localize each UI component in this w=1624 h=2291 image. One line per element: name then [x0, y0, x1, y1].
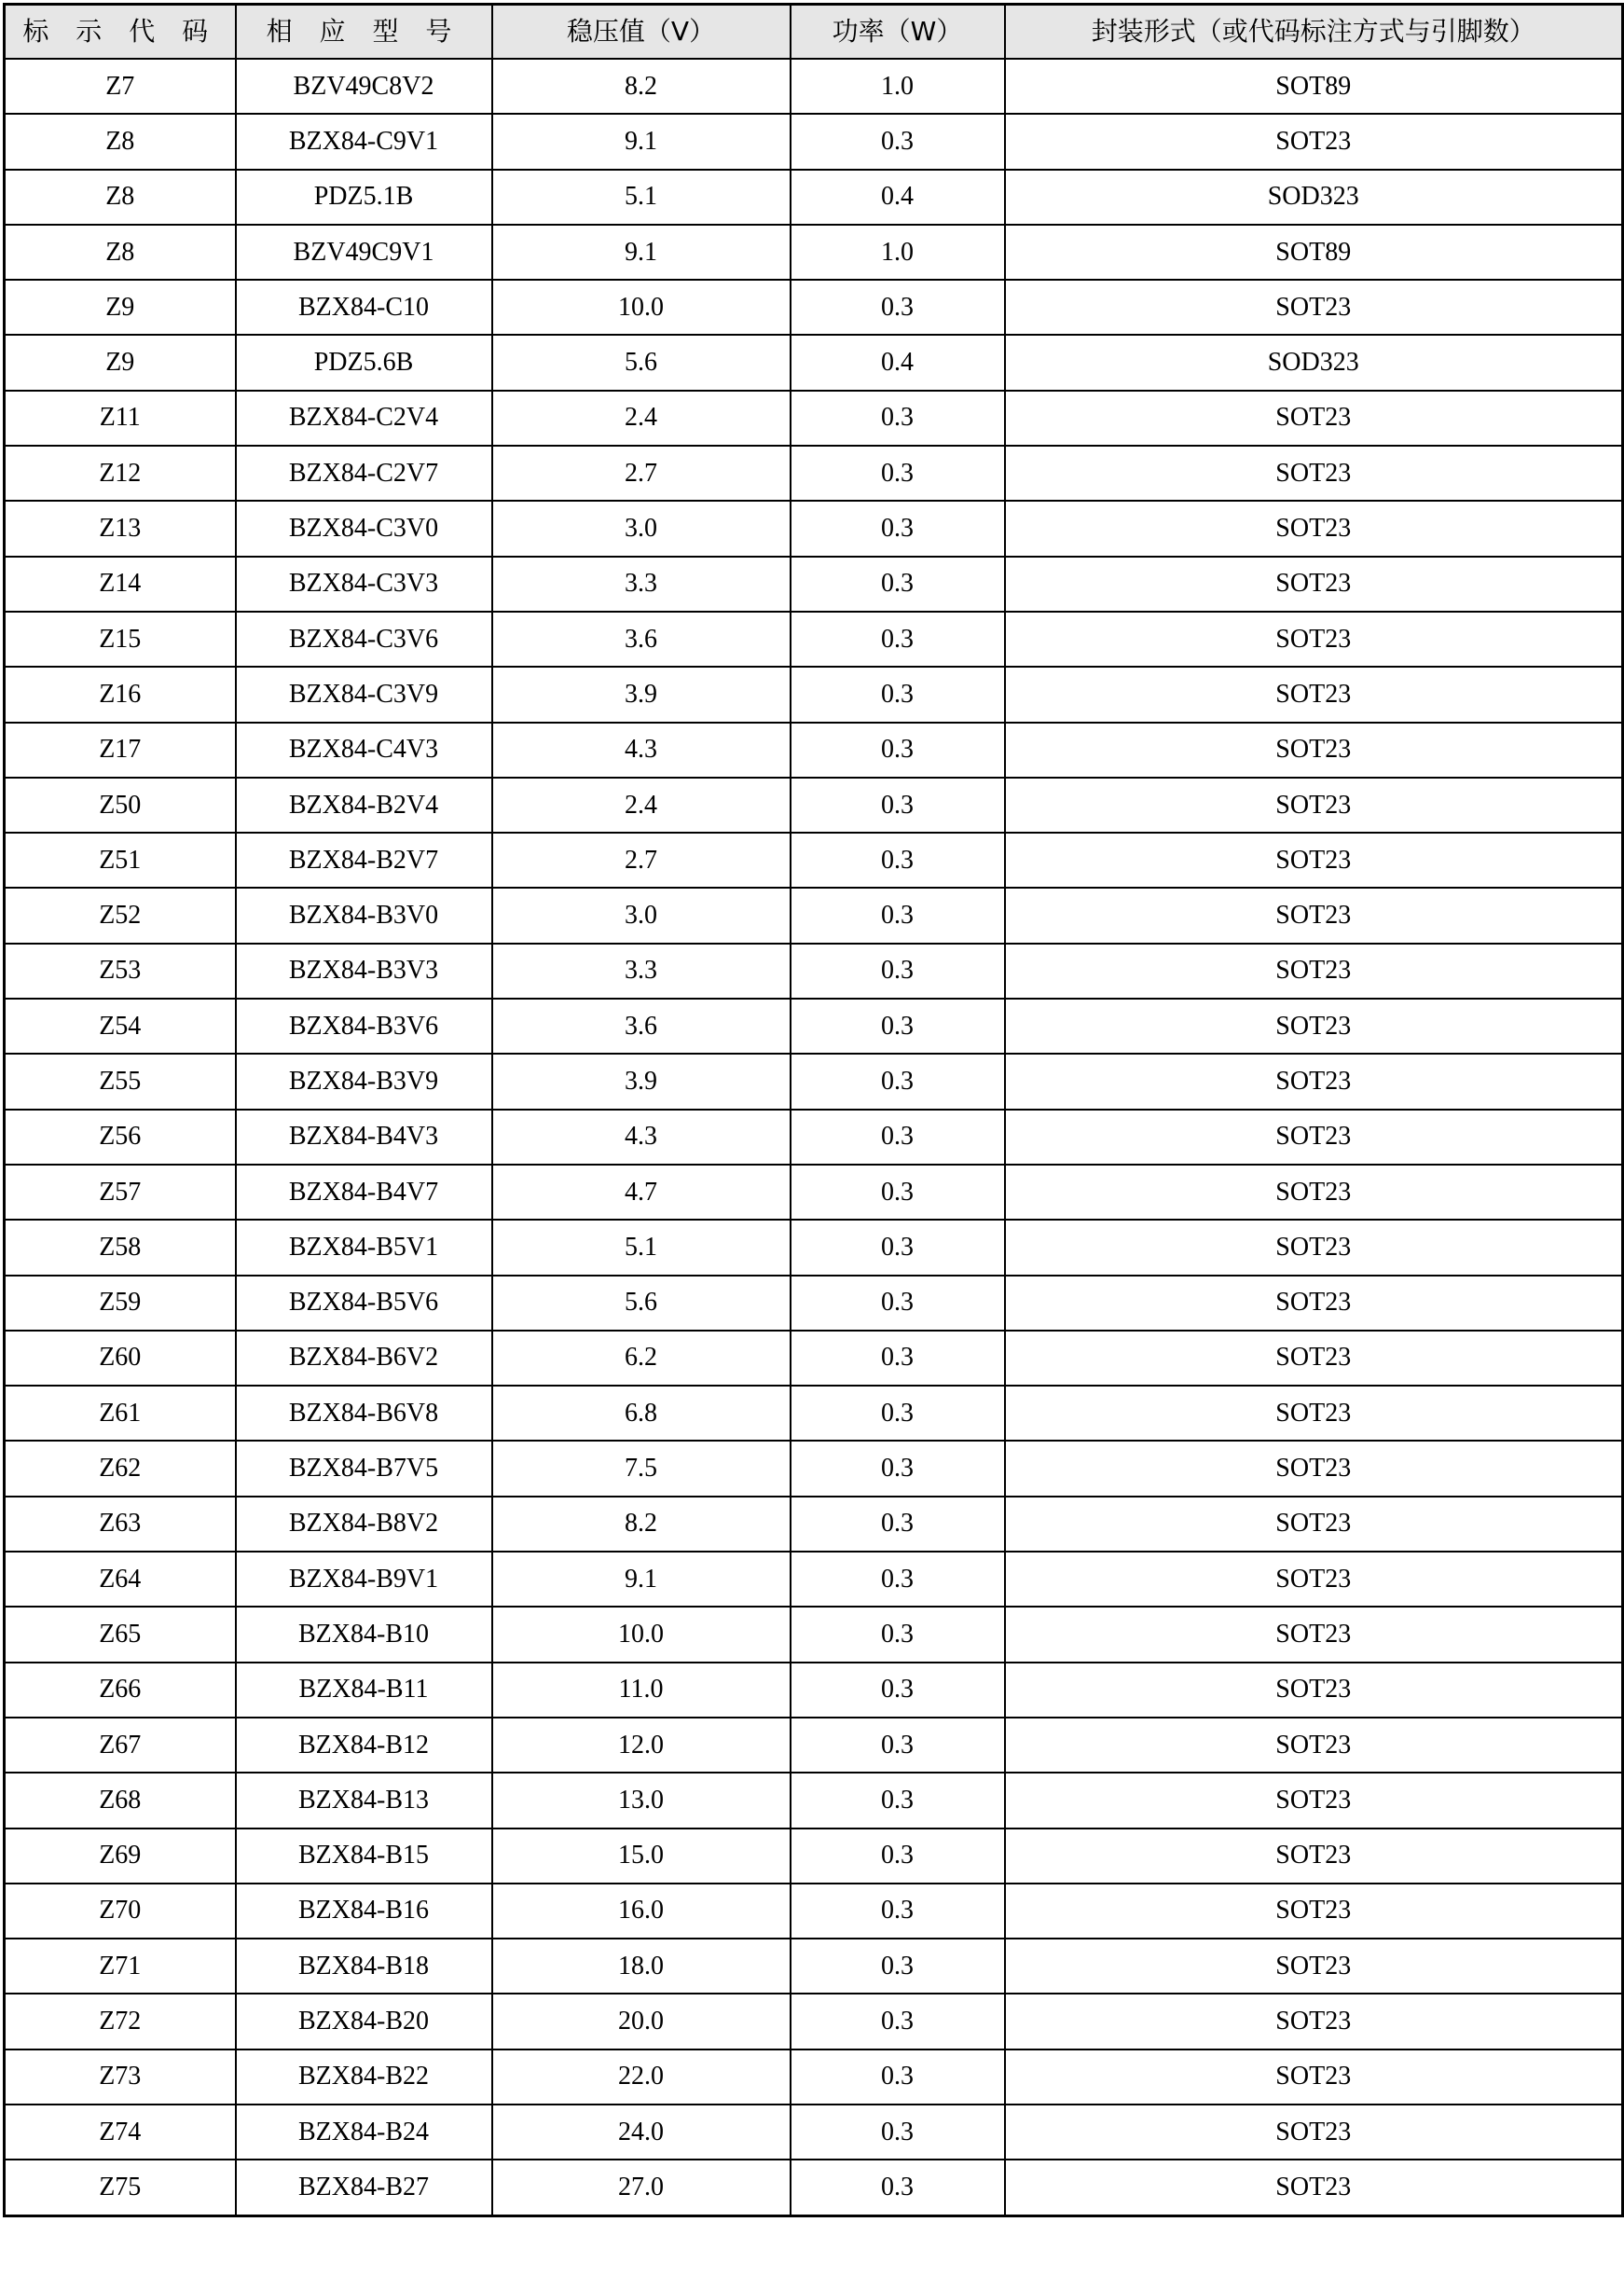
cell-package: SOT23 [1005, 446, 1623, 501]
cell-part-number: BZX84-B18 [236, 1939, 492, 1994]
cell-power: 0.3 [791, 1497, 1005, 1552]
cell-zener-voltage: 16.0 [492, 1884, 791, 1939]
cell-power: 0.3 [791, 1331, 1005, 1386]
header-marking-code: 标 示 代 码 [5, 5, 236, 60]
cell-marking-code: Z58 [5, 1220, 236, 1275]
table-row [5, 944, 1623, 999]
cell-power: 0.3 [791, 2049, 1005, 2105]
table-row [5, 1276, 1623, 1331]
cell-marking-code: Z65 [5, 1607, 236, 1662]
cell-zener-voltage: 20.0 [492, 1994, 791, 2049]
table-row [5, 1441, 1623, 1496]
cell-part-number: BZX84-B9V1 [236, 1552, 492, 1607]
cell-part-number: BZX84-B2V4 [236, 778, 492, 833]
cell-package: SOT23 [1005, 778, 1623, 833]
table-row [5, 1220, 1623, 1275]
cell-package: SOT23 [1005, 2160, 1623, 2215]
cell-part-number: BZX84-B7V5 [236, 1441, 492, 1496]
table-row [5, 1331, 1623, 1386]
cell-power: 0.3 [791, 1829, 1005, 1884]
cell-zener-voltage: 22.0 [492, 2049, 791, 2105]
table-row [5, 59, 1623, 114]
table-row [5, 1718, 1623, 1773]
cell-package: SOT23 [1005, 667, 1623, 722]
cell-zener-voltage: 12.0 [492, 1718, 791, 1773]
cell-part-number: BZX84-B10 [236, 1607, 492, 1662]
cell-zener-voltage: 5.1 [492, 1220, 791, 1275]
table-row [5, 1165, 1623, 1220]
table-row [5, 833, 1623, 888]
cell-zener-voltage: 3.9 [492, 667, 791, 722]
cell-part-number: BZX84-B3V9 [236, 1054, 492, 1109]
cell-zener-voltage: 4.3 [492, 723, 791, 778]
cell-power: 0.3 [791, 999, 1005, 1054]
cell-package: SOT23 [1005, 280, 1623, 335]
cell-part-number: BZX84-B24 [236, 2105, 492, 2160]
table-row [5, 612, 1623, 667]
cell-marking-code: Z12 [5, 446, 236, 501]
cell-marking-code: Z16 [5, 667, 236, 722]
cell-marking-code: Z52 [5, 888, 236, 943]
cell-power: 0.3 [791, 778, 1005, 833]
cell-package: SOT23 [1005, 1165, 1623, 1220]
cell-power: 0.3 [791, 612, 1005, 667]
cell-part-number: BZX84-B6V2 [236, 1331, 492, 1386]
cell-part-number: BZX84-B15 [236, 1829, 492, 1884]
cell-part-number: BZX84-C3V9 [236, 667, 492, 722]
cell-power: 0.3 [791, 1165, 1005, 1220]
header-part-number: 相 应 型 号 [236, 5, 492, 60]
cell-power: 0.3 [791, 1110, 1005, 1165]
cell-package: SOT23 [1005, 888, 1623, 943]
cell-zener-voltage: 7.5 [492, 1441, 791, 1496]
cell-zener-voltage: 2.7 [492, 446, 791, 501]
cell-power: 0.3 [791, 2105, 1005, 2160]
cell-part-number: BZX84-C3V6 [236, 612, 492, 667]
cell-marking-code: Z64 [5, 1552, 236, 1607]
cell-zener-voltage: 9.1 [492, 114, 791, 169]
table-row [5, 1663, 1623, 1718]
cell-package: SOT23 [1005, 1994, 1623, 2049]
cell-power: 0.3 [791, 1220, 1005, 1275]
cell-power: 0.4 [791, 335, 1005, 390]
table-row [5, 1884, 1623, 1939]
cell-power: 0.3 [791, 557, 1005, 612]
cell-marking-code: Z14 [5, 557, 236, 612]
cell-power: 0.3 [791, 501, 1005, 556]
cell-zener-voltage: 11.0 [492, 1663, 791, 1718]
cell-part-number: BZX84-B13 [236, 1773, 492, 1828]
cell-package: SOT23 [1005, 1773, 1623, 1828]
cell-marking-code: Z17 [5, 723, 236, 778]
table-row [5, 1497, 1623, 1552]
cell-part-number: BZX84-B8V2 [236, 1497, 492, 1552]
cell-part-number: BZX84-C2V4 [236, 391, 492, 446]
cell-part-number: BZX84-B3V3 [236, 944, 492, 999]
cell-marking-code: Z69 [5, 1829, 236, 1884]
cell-part-number: BZX84-C4V3 [236, 723, 492, 778]
cell-package: SOT23 [1005, 1331, 1623, 1386]
header-zener-voltage: 稳压值（V） [492, 5, 791, 60]
cell-part-number: BZV49C9V1 [236, 225, 492, 280]
header-power: 功率（W） [791, 5, 1005, 60]
cell-marking-code: Z50 [5, 778, 236, 833]
cell-package: SOT23 [1005, 999, 1623, 1054]
cell-package: SOT23 [1005, 1663, 1623, 1718]
cell-zener-voltage: 3.0 [492, 888, 791, 943]
cell-power: 0.3 [791, 1276, 1005, 1331]
table-row [5, 778, 1623, 833]
cell-package: SOD323 [1005, 170, 1623, 225]
cell-part-number: BZX84-B16 [236, 1884, 492, 1939]
table-row [5, 1829, 1623, 1884]
cell-zener-voltage: 5.6 [492, 335, 791, 390]
cell-marking-code: Z67 [5, 1718, 236, 1773]
cell-power: 0.3 [791, 1054, 1005, 1109]
cell-marking-code: Z56 [5, 1110, 236, 1165]
cell-zener-voltage: 15.0 [492, 1829, 791, 1884]
table-row [5, 280, 1623, 335]
cell-part-number: BZX84-C3V0 [236, 501, 492, 556]
cell-marking-code: Z57 [5, 1165, 236, 1220]
cell-marking-code: Z72 [5, 1994, 236, 2049]
cell-zener-voltage: 18.0 [492, 1939, 791, 1994]
cell-power: 0.3 [791, 1441, 1005, 1496]
cell-zener-voltage: 9.1 [492, 1552, 791, 1607]
cell-package: SOT23 [1005, 1276, 1623, 1331]
cell-marking-code: Z71 [5, 1939, 236, 1994]
cell-part-number: BZX84-B3V0 [236, 888, 492, 943]
cell-part-number: PDZ5.1B [236, 170, 492, 225]
cell-power: 0.3 [791, 1386, 1005, 1441]
cell-package: SOT23 [1005, 1552, 1623, 1607]
cell-marking-code: Z55 [5, 1054, 236, 1109]
cell-part-number: BZX84-C3V3 [236, 557, 492, 612]
cell-marking-code: Z54 [5, 999, 236, 1054]
zener-code-table [3, 3, 1624, 2217]
cell-marking-code: Z13 [5, 501, 236, 556]
cell-zener-voltage: 6.8 [492, 1386, 791, 1441]
cell-power: 0.3 [791, 944, 1005, 999]
cell-part-number: BZX84-B12 [236, 1718, 492, 1773]
cell-power: 1.0 [791, 225, 1005, 280]
cell-power: 0.3 [791, 2160, 1005, 2215]
cell-power: 0.3 [791, 1994, 1005, 2049]
cell-marking-code: Z59 [5, 1276, 236, 1331]
table-row [5, 114, 1623, 169]
table-row [5, 723, 1623, 778]
cell-zener-voltage: 4.7 [492, 1165, 791, 1220]
cell-power: 0.3 [791, 1773, 1005, 1828]
cell-package: SOT23 [1005, 1441, 1623, 1496]
table-row [5, 1110, 1623, 1165]
cell-zener-voltage: 13.0 [492, 1773, 791, 1828]
cell-marking-code: Z68 [5, 1773, 236, 1828]
header-package: 封装形式（或代码标注方式与引脚数） [1005, 5, 1623, 60]
cell-marking-code: Z8 [5, 225, 236, 280]
table-row [5, 1054, 1623, 1109]
table-row [5, 2105, 1623, 2160]
table-row [5, 1939, 1623, 1994]
cell-zener-voltage: 4.3 [492, 1110, 791, 1165]
cell-zener-voltage: 10.0 [492, 280, 791, 335]
table-row [5, 1607, 1623, 1662]
cell-zener-voltage: 8.2 [492, 1497, 791, 1552]
cell-package: SOT23 [1005, 1110, 1623, 1165]
cell-zener-voltage: 2.7 [492, 833, 791, 888]
cell-part-number: BZX84-B6V8 [236, 1386, 492, 1441]
cell-marking-code: Z53 [5, 944, 236, 999]
cell-package: SOT23 [1005, 2105, 1623, 2160]
cell-part-number: BZX84-B3V6 [236, 999, 492, 1054]
cell-marking-code: Z74 [5, 2105, 236, 2160]
table-row [5, 999, 1623, 1054]
cell-power: 0.3 [791, 280, 1005, 335]
table-row [5, 446, 1623, 501]
cell-marking-code: Z70 [5, 1884, 236, 1939]
cell-zener-voltage: 3.3 [492, 557, 791, 612]
cell-zener-voltage: 2.4 [492, 778, 791, 833]
cell-zener-voltage: 24.0 [492, 2105, 791, 2160]
cell-package: SOT23 [1005, 833, 1623, 888]
cell-package: SOT23 [1005, 391, 1623, 446]
cell-marking-code: Z73 [5, 2049, 236, 2105]
cell-package: SOT23 [1005, 1054, 1623, 1109]
cell-package: SOT23 [1005, 1718, 1623, 1773]
cell-package: SOT23 [1005, 501, 1623, 556]
cell-package: SOT23 [1005, 1939, 1623, 1994]
cell-power: 0.3 [791, 446, 1005, 501]
table-body [5, 59, 1623, 2215]
cell-zener-voltage: 5.6 [492, 1276, 791, 1331]
table-row [5, 1994, 1623, 2049]
cell-marking-code: Z15 [5, 612, 236, 667]
table-row [5, 1552, 1623, 1607]
cell-part-number: BZX84-B22 [236, 2049, 492, 2105]
cell-marking-code: Z11 [5, 391, 236, 446]
cell-power: 0.3 [791, 391, 1005, 446]
cell-package: SOT23 [1005, 1386, 1623, 1441]
cell-package: SOT23 [1005, 723, 1623, 778]
cell-package: SOT23 [1005, 612, 1623, 667]
cell-zener-voltage: 3.3 [492, 944, 791, 999]
cell-part-number: BZX84-B5V1 [236, 1220, 492, 1275]
cell-power: 0.4 [791, 170, 1005, 225]
table-header [5, 5, 1623, 60]
cell-marking-code: Z66 [5, 1663, 236, 1718]
cell-power: 0.3 [791, 1718, 1005, 1773]
cell-package: SOT23 [1005, 557, 1623, 612]
table-row [5, 391, 1623, 446]
cell-zener-voltage: 8.2 [492, 59, 791, 114]
cell-package: SOT23 [1005, 1607, 1623, 1662]
cell-marking-code: Z61 [5, 1386, 236, 1441]
cell-zener-voltage: 27.0 [492, 2160, 791, 2215]
cell-marking-code: Z63 [5, 1497, 236, 1552]
cell-power: 0.3 [791, 1607, 1005, 1662]
cell-part-number: BZV49C8V2 [236, 59, 492, 114]
cell-power: 0.3 [791, 833, 1005, 888]
cell-marking-code: Z62 [5, 1441, 236, 1496]
cell-power: 0.3 [791, 114, 1005, 169]
cell-marking-code: Z9 [5, 335, 236, 390]
cell-power: 0.3 [791, 1939, 1005, 1994]
cell-part-number: BZX84-C2V7 [236, 446, 492, 501]
cell-marking-code: Z60 [5, 1331, 236, 1386]
cell-marking-code: Z51 [5, 833, 236, 888]
cell-power: 0.3 [791, 1884, 1005, 1939]
cell-zener-voltage: 5.1 [492, 170, 791, 225]
table-row [5, 1773, 1623, 1828]
cell-part-number: BZX84-B5V6 [236, 1276, 492, 1331]
cell-zener-voltage: 2.4 [492, 391, 791, 446]
cell-package: SOT23 [1005, 1829, 1623, 1884]
cell-power: 0.3 [791, 888, 1005, 943]
cell-marking-code: Z9 [5, 280, 236, 335]
cell-package: SOT23 [1005, 1884, 1623, 1939]
cell-package: SOT23 [1005, 1220, 1623, 1275]
header-row [5, 5, 1623, 60]
cell-package: SOT89 [1005, 225, 1623, 280]
cell-zener-voltage: 3.6 [492, 612, 791, 667]
cell-package: SOT23 [1005, 114, 1623, 169]
cell-zener-voltage: 9.1 [492, 225, 791, 280]
cell-power: 1.0 [791, 59, 1005, 114]
cell-zener-voltage: 6.2 [492, 1331, 791, 1386]
table-row [5, 1386, 1623, 1441]
table-row [5, 2049, 1623, 2105]
table-row [5, 335, 1623, 390]
cell-power: 0.3 [791, 1552, 1005, 1607]
cell-package: SOT89 [1005, 59, 1623, 114]
cell-zener-voltage: 10.0 [492, 1607, 791, 1662]
table-row [5, 557, 1623, 612]
cell-part-number: BZX84-C10 [236, 280, 492, 335]
cell-part-number: BZX84-B4V3 [236, 1110, 492, 1165]
cell-marking-code: Z8 [5, 170, 236, 225]
cell-part-number: BZX84-B2V7 [236, 833, 492, 888]
cell-zener-voltage: 3.0 [492, 501, 791, 556]
cell-power: 0.3 [791, 1663, 1005, 1718]
cell-part-number: BZX84-B27 [236, 2160, 492, 2215]
table-row [5, 170, 1623, 225]
cell-marking-code: Z75 [5, 2160, 236, 2215]
cell-part-number: BZX84-B20 [236, 1994, 492, 2049]
cell-package: SOD323 [1005, 335, 1623, 390]
cell-power: 0.3 [791, 723, 1005, 778]
cell-power: 0.3 [791, 667, 1005, 722]
cell-zener-voltage: 3.9 [492, 1054, 791, 1109]
cell-part-number: BZX84-C9V1 [236, 114, 492, 169]
table-row [5, 667, 1623, 722]
cell-zener-voltage: 3.6 [492, 999, 791, 1054]
cell-package: SOT23 [1005, 944, 1623, 999]
cell-marking-code: Z7 [5, 59, 236, 114]
table-row [5, 2160, 1623, 2215]
cell-package: SOT23 [1005, 2049, 1623, 2105]
table-row [5, 225, 1623, 280]
cell-part-number: BZX84-B11 [236, 1663, 492, 1718]
cell-part-number: BZX84-B4V7 [236, 1165, 492, 1220]
table-row [5, 888, 1623, 943]
cell-part-number: PDZ5.6B [236, 335, 492, 390]
cell-marking-code: Z8 [5, 114, 236, 169]
cell-package: SOT23 [1005, 1497, 1623, 1552]
table-row [5, 501, 1623, 556]
